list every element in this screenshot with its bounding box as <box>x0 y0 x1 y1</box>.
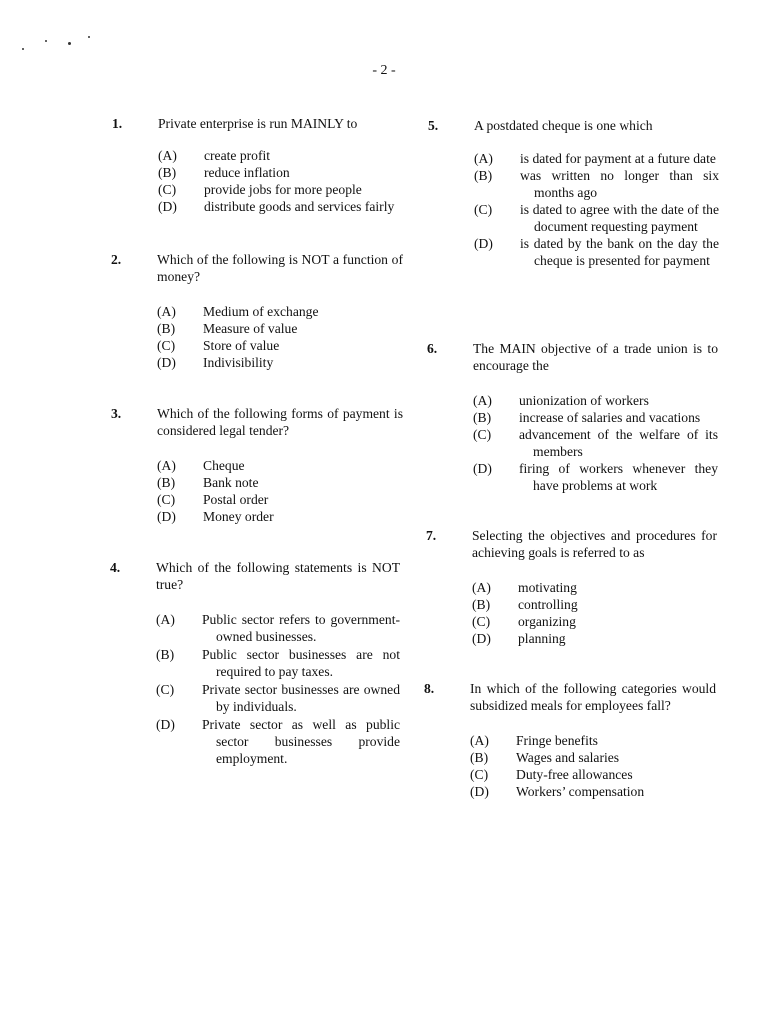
option-letter: (C) <box>156 682 175 697</box>
option-list <box>470 732 716 800</box>
option-letter: (D) <box>157 355 176 370</box>
option-list <box>474 150 719 269</box>
option-c <box>156 681 400 715</box>
option-letter: (C) <box>473 427 492 442</box>
question-3 <box>111 405 403 525</box>
option-list <box>157 303 403 371</box>
option-b <box>473 409 718 426</box>
question-text: Which of the following forms of payment is considered legal tender? <box>157 406 403 438</box>
question-text: Private enterprise is run MAINLY to <box>158 116 358 131</box>
option-a <box>157 303 403 320</box>
option-text: increase of salaries and vacations <box>519 410 701 425</box>
option-letter: (B) <box>157 475 176 490</box>
option-letter: (D) <box>470 784 489 799</box>
option-a <box>473 392 718 409</box>
option-text: controlling <box>518 597 578 612</box>
option-list <box>472 579 717 647</box>
option-text: Store of value <box>203 338 280 353</box>
question-text: In which of the following categories would subsidized meals for employees fall? <box>470 681 716 713</box>
option-text: is dated to agree with the date of the document requesting payment <box>520 202 719 234</box>
scan-speck <box>22 48 24 50</box>
option-b <box>470 749 716 766</box>
option-text: Private sector businesses are owned by individuals. <box>202 682 400 714</box>
option-letter: (D) <box>472 631 491 646</box>
question-number: 6. <box>427 341 438 356</box>
option-letter: (C) <box>474 202 493 217</box>
option-d <box>156 716 400 767</box>
option-c <box>158 181 416 198</box>
option-text: Bank note <box>203 475 259 490</box>
option-list <box>157 457 403 525</box>
question-number: 4. <box>110 560 121 575</box>
option-text: is dated for payment at a future date <box>520 151 716 166</box>
option-text: organizing <box>518 614 576 629</box>
option-b <box>474 167 719 201</box>
option-text: Cheque <box>203 458 245 473</box>
question-number: 1. <box>112 116 123 131</box>
option-text: distribute goods and services fairly <box>204 199 395 214</box>
option-b <box>158 164 416 181</box>
option-text: motivating <box>518 580 577 595</box>
question-2 <box>111 251 403 371</box>
option-a <box>158 147 416 164</box>
option-d <box>158 198 416 215</box>
option-letter: (B) <box>470 750 489 765</box>
question-text: Selecting the objectives and procedures for achieving goals is referred to as <box>472 528 717 560</box>
question-text: A postdated cheque is one which <box>474 118 653 133</box>
option-letter: (B) <box>474 168 493 183</box>
scan-speck <box>68 42 71 45</box>
option-d <box>472 630 717 647</box>
option-letter: (A) <box>473 393 492 408</box>
option-text: Fringe benefits <box>516 733 598 748</box>
option-text: provide jobs for more people <box>204 182 362 197</box>
option-text: Workers’ compensation <box>516 784 645 799</box>
option-letter: (A) <box>157 458 176 473</box>
option-list <box>158 147 416 215</box>
question-number: 8. <box>424 681 435 696</box>
option-text: was written no longer than six months ago <box>520 168 719 200</box>
question-number: 5. <box>428 118 439 133</box>
question-number: 7. <box>426 528 437 543</box>
option-letter: (B) <box>472 597 491 612</box>
question-7 <box>426 527 717 647</box>
option-text: Measure of value <box>203 321 298 336</box>
option-text: is dated by the bank on the day the cheque is presented for payment <box>520 236 719 268</box>
option-letter: (D) <box>156 717 175 732</box>
option-letter: (B) <box>157 321 176 336</box>
option-text: create profit <box>204 148 271 163</box>
option-letter: (A) <box>158 148 177 163</box>
option-d <box>470 783 716 800</box>
option-text: Public sector refers to government-owned businesses. <box>202 612 400 644</box>
scan-speck <box>45 40 47 42</box>
question-text: The MAIN objective of a trade union is to encourage the <box>473 341 718 373</box>
option-text: Medium of exchange <box>203 304 319 319</box>
option-d <box>157 508 403 525</box>
question-text: Which of the following is NOT a function of money? <box>157 252 403 284</box>
option-text: firing of workers whenever they have problems at work <box>519 461 718 493</box>
option-text: reduce inflation <box>204 165 290 180</box>
scan-speck <box>88 36 90 38</box>
option-c <box>472 613 717 630</box>
option-text: Wages and salaries <box>516 750 620 765</box>
option-b <box>472 596 717 613</box>
option-letter: (A) <box>156 612 175 627</box>
option-letter: (B) <box>473 410 492 425</box>
option-letter: (A) <box>472 580 491 595</box>
option-list <box>473 392 718 494</box>
option-c <box>157 337 403 354</box>
option-a <box>472 579 717 596</box>
option-b <box>157 320 403 337</box>
option-letter: (C) <box>472 614 491 629</box>
page-number: - 2 - <box>372 63 396 78</box>
option-letter: (C) <box>158 182 177 197</box>
option-text: planning <box>518 631 566 646</box>
question-number: 2. <box>111 252 122 267</box>
option-c <box>470 766 716 783</box>
option-c <box>474 201 719 235</box>
option-list <box>156 611 400 767</box>
option-letter: (D) <box>473 461 492 476</box>
option-text: Postal order <box>203 492 269 507</box>
option-a <box>156 611 400 645</box>
option-b <box>157 474 403 491</box>
option-a <box>470 732 716 749</box>
option-letter: (B) <box>156 647 175 662</box>
option-letter: (C) <box>470 767 489 782</box>
option-c <box>473 426 718 460</box>
question-6 <box>427 340 718 494</box>
option-a <box>474 150 719 167</box>
option-d <box>474 235 719 269</box>
question-4 <box>110 559 400 767</box>
question-1 <box>112 115 416 215</box>
option-d <box>157 354 403 371</box>
option-text: unionization of workers <box>519 393 649 408</box>
option-letter: (C) <box>157 338 176 353</box>
option-letter: (B) <box>158 165 177 180</box>
option-text: Public sector businesses are not required to pay taxes. <box>202 647 400 679</box>
option-a <box>157 457 403 474</box>
question-5 <box>428 117 719 269</box>
option-letter: (A) <box>470 733 489 748</box>
question-8 <box>424 680 716 800</box>
option-letter: (C) <box>157 492 176 507</box>
option-letter: (A) <box>474 151 493 166</box>
option-text: Private sector as well as public sector businesses provide employment. <box>202 717 400 766</box>
option-letter: (D) <box>158 199 177 214</box>
option-text: Duty-free allowances <box>516 767 633 782</box>
question-number: 3. <box>111 406 122 421</box>
option-letter: (A) <box>157 304 176 319</box>
option-b <box>156 646 400 680</box>
option-c <box>157 491 403 508</box>
option-text: advancement of the welfare of its members <box>519 427 718 459</box>
option-letter: (D) <box>157 509 176 524</box>
option-text: Money order <box>203 509 274 524</box>
question-text: Which of the following statements is NOT true? <box>156 560 400 592</box>
option-d <box>473 460 718 494</box>
option-text: Indivisibility <box>203 355 274 370</box>
option-letter: (D) <box>474 236 493 251</box>
